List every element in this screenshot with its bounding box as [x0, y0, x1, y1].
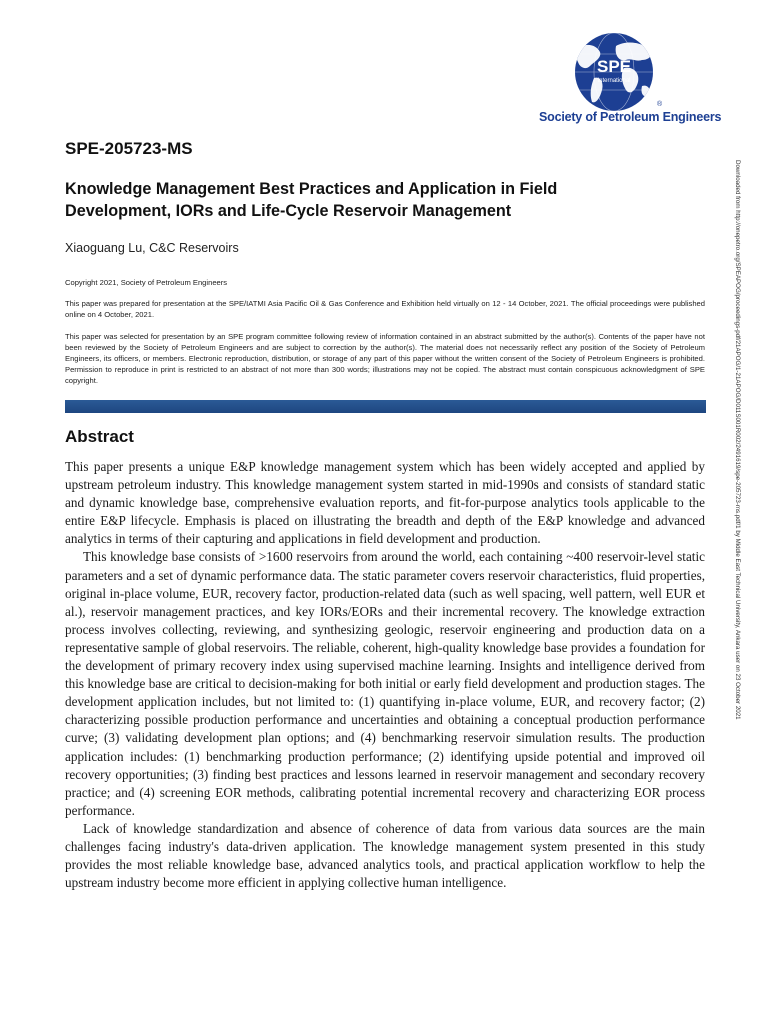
abstract-paragraph: This knowledge base consists of >1600 reservoirs from around the world, each containing ~400 reservoir-level static parameters and a set of dynamic performance data. The static parameter covers reservoir characteristics, fluid properties, original in-place volume, EUR, recovery factor, production-related data (such as well spacing, well pattern, well EUR et al.), reservoir management practices, and key IORs/EORs and their incremental recovery. The knowledge extraction process involves collecting, reviewing, and synthesizing geologic, reservoir engineering and production data on a representative sample of global reservoirs. The reliable, coherent, high-quality knowledge base provides a foundation for the development of primary recovery index using supervised machine learning. Insights and intelligence derived from this knowledge base are critical to decision-making for both initial or early field development and production stages. The development application includes, but not limited to: (1) quantifying in-place volume, EUR, and recovery factor; (2) characterizing possible production performance and uncertainties and obtaining a conceptual production performance curve; (3) validating development plan options; and (4) benchmarking reservoir simulation results. The production application includes: (1) benchmarking production performance; (2) identifying upside potential and improved oil recovery opportunities; (3) finding best practices and lessons learned in reservoir management and secondary recovery practice; and (4) screening EOR methods, calibrating potential incremental recovery and characterizing EOR process performance.: [65, 549, 705, 818]
selection-note: This paper was selected for presentation by an SPE program committee following review of information contained in an abstract submitted by the author(s). Contents of the paper have not been reviewed by the Society of Petroleum Engineers and are subject to correction by the author(s). The material does not necessarily reflect any position of the Society of Petroleum Engineers, its officers, or members. Electronic reproduction, distribution, or storage of any part of this paper without the written consent of the Society of Petroleum Engineers is prohibited. Permission to reproduce in print is restricted to an abstract of not more than 300 words; illustrations may not be copied. The abstract must contain conspicuous acknowledgment of SPE copyright.: [65, 332, 705, 385]
abstract-heading: Abstract: [65, 427, 134, 446]
spe-logo: [536, 32, 722, 128]
copyright-line: Copyright 2021, Society of Petroleum Engineers: [65, 278, 228, 287]
globe-icon: [554, 32, 684, 112]
paper-title: Knowledge Management Best Practices and Application in Field Development, IORs and Life-Cycle Reservoir Management: [65, 180, 558, 220]
logo-badge-text: SPE: [596, 57, 632, 76]
download-watermark: Downloaded from http://onepetro.org/SPEAPOG/proceedings-pdf/21APOG/1-21APOG/D011S001R002/2491619/spe-205723-ms.pdf/1 by Middle East Technical University, Ankara user on 23 October 2021: [734, 160, 741, 720]
abstract-body: [65, 458, 705, 892]
section-rule-bar: [65, 400, 706, 413]
abstract-paragraph: Lack of knowledge standardization and absence of coherence of data from various data sources are the main challenges facing industry's data-driven application. The knowledge management system presented in this study provides the most reliable knowledge base, advanced analytics tools, and practical application workflow to help the upstream industry become more efficient in applying collective human intelligence.: [65, 820, 705, 891]
paper-id: SPE-205723-MS: [65, 139, 193, 158]
organization-name: Society of Petroleum Engineers: [539, 110, 722, 124]
logo-badge-subtext: International: [597, 78, 631, 84]
prepared-note: This paper was prepared for presentation at the SPE/IATMI Asia Pacific Oil & Gas Conference and Exhibition held virtually on 12 - 14 October, 2021. The official proceedings were published online on 4 October, 2021.: [65, 299, 705, 319]
registered-mark: ®: [657, 101, 663, 108]
abstract-paragraph: This paper presents a unique E&P knowledge management system which has been widely accepted and applied by upstream petroleum industry. This knowledge management system started in mid-1990s and consists of standard static and dynamic knowledge base, comprehensive evaluation reports, and fit-for-purpose analytics tools applicable to the entire E&P lifecycle. Emphasis is placed on illustrating the breadth and depth of the E&P knowledge and advanced analytics in terms of their capturing and applications in field development and production.: [65, 459, 705, 547]
author-line: Xiaoguang Lu, C&C Reservoirs: [65, 241, 239, 255]
